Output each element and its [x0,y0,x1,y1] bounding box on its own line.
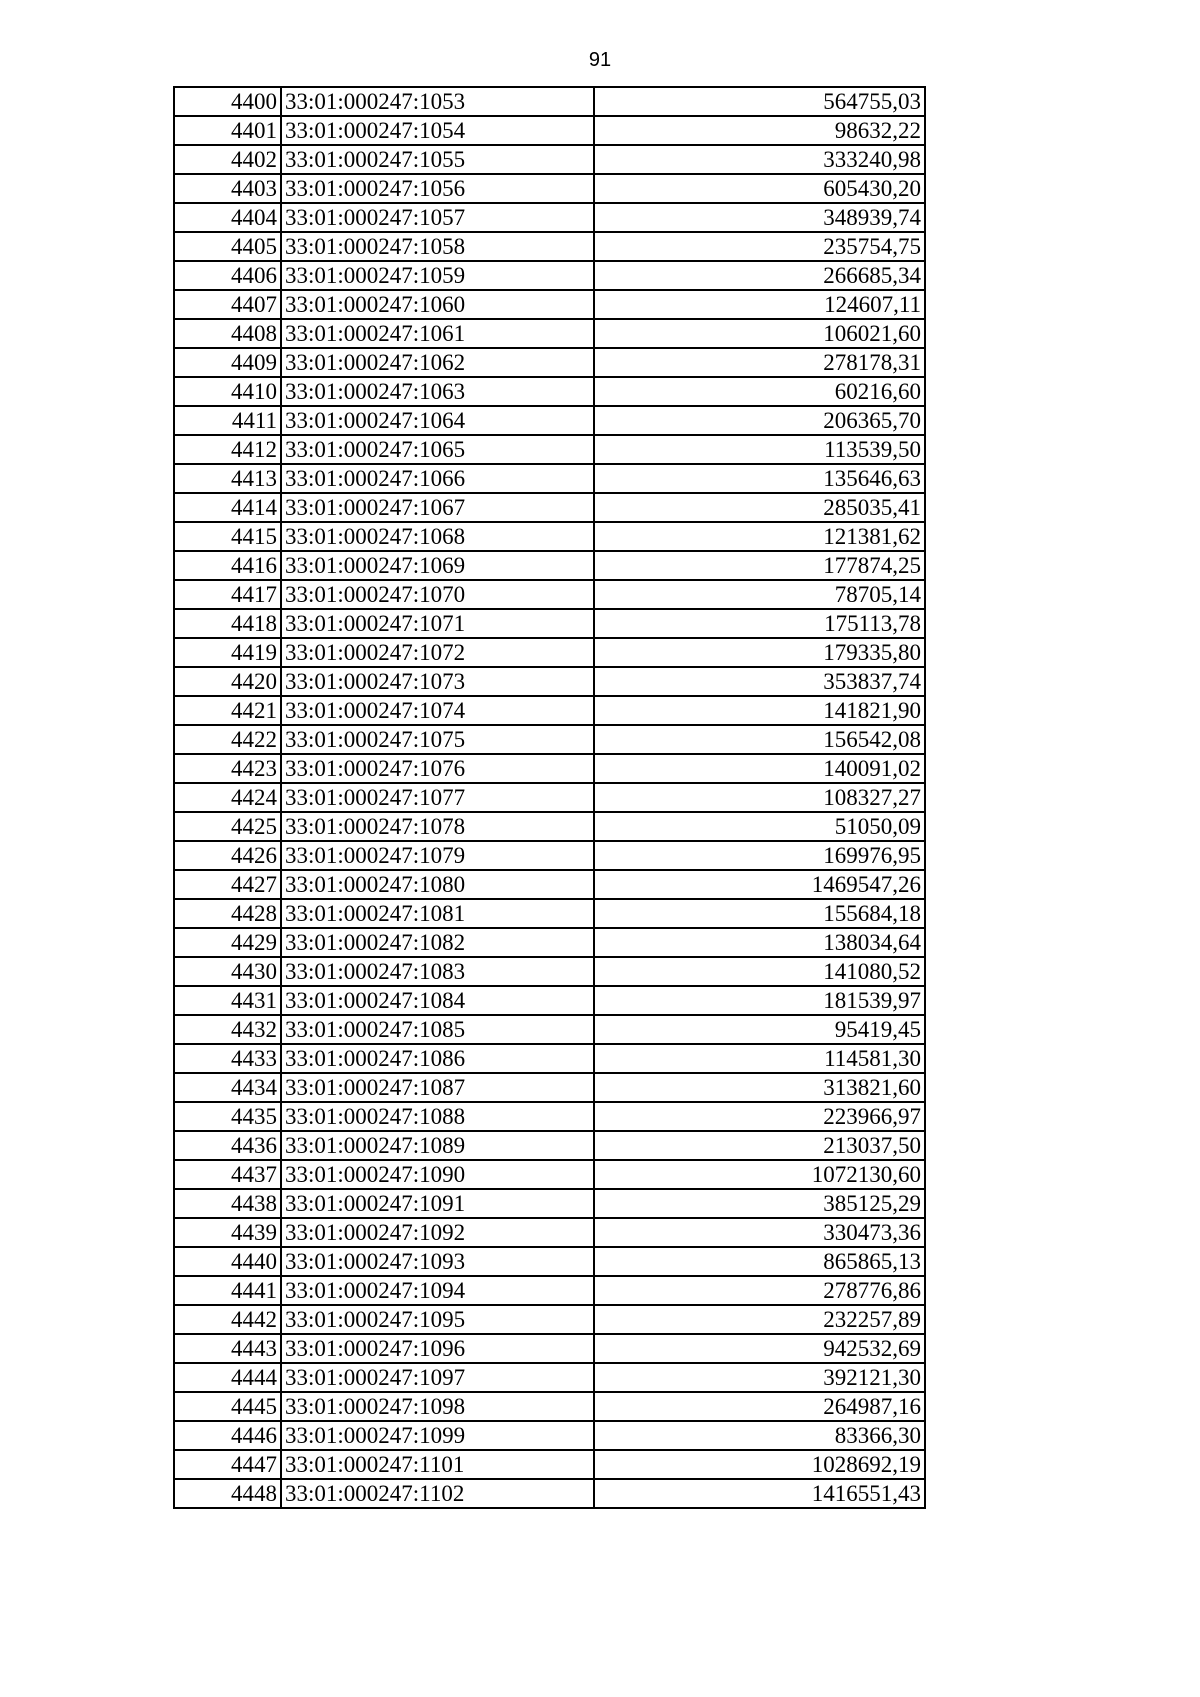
cadastral-number-cell: 33:01:000247:1067 [281,493,594,522]
table-row [174,841,925,870]
row-number-cell: 4448 [174,1479,281,1508]
cadastral-number-cell: 33:01:000247:1066 [281,464,594,493]
cadastral-number-cell: 33:01:000247:1060 [281,290,594,319]
row-number-cell: 4406 [174,261,281,290]
row-number-cell: 4432 [174,1015,281,1044]
value-cell: 942532,69 [594,1334,925,1363]
cadastral-number-cell: 33:01:000247:1076 [281,754,594,783]
cadastral-number-cell: 33:01:000247:1085 [281,1015,594,1044]
value-cell: 1469547,26 [594,870,925,899]
table-row [174,580,925,609]
value-cell: 353837,74 [594,667,925,696]
value-cell: 114581,30 [594,1044,925,1073]
cadastral-number-cell: 33:01:000247:1065 [281,435,594,464]
value-cell: 121381,62 [594,522,925,551]
value-cell: 108327,27 [594,783,925,812]
cadastral-number-cell: 33:01:000247:1069 [281,551,594,580]
row-number-cell: 4403 [174,174,281,203]
cadastral-number-cell: 33:01:000247:1092 [281,1218,594,1247]
table-row [174,986,925,1015]
cadastral-number-cell: 33:01:000247:1094 [281,1276,594,1305]
table-body [174,87,925,1508]
row-number-cell: 4419 [174,638,281,667]
table-row [174,1363,925,1392]
row-number-cell: 4402 [174,145,281,174]
table-row [174,609,925,638]
table-row [174,145,925,174]
value-cell: 266685,34 [594,261,925,290]
cadastral-number-cell: 33:01:000247:1079 [281,841,594,870]
cadastral-number-cell: 33:01:000247:1059 [281,261,594,290]
value-cell: 60216,60 [594,377,925,406]
row-number-cell: 4435 [174,1102,281,1131]
table-row [174,1479,925,1508]
row-number-cell: 4443 [174,1334,281,1363]
table-row [174,522,925,551]
cadastral-number-cell: 33:01:000247:1086 [281,1044,594,1073]
value-cell: 264987,16 [594,1392,925,1421]
cadastral-number-cell: 33:01:000247:1078 [281,812,594,841]
cadastral-number-cell: 33:01:000247:1102 [281,1479,594,1508]
table-row [174,1160,925,1189]
cadastral-number-cell: 33:01:000247:1077 [281,783,594,812]
value-cell: 278776,86 [594,1276,925,1305]
value-cell: 113539,50 [594,435,925,464]
cadastral-number-cell: 33:01:000247:1096 [281,1334,594,1363]
row-number-cell: 4446 [174,1421,281,1450]
value-cell: 141821,90 [594,696,925,725]
cadastral-number-cell: 33:01:000247:1070 [281,580,594,609]
cadastral-number-cell: 33:01:000247:1093 [281,1247,594,1276]
value-cell: 235754,75 [594,232,925,261]
value-cell: 95419,45 [594,1015,925,1044]
row-number-cell: 4414 [174,493,281,522]
row-number-cell: 4421 [174,696,281,725]
value-cell: 385125,29 [594,1189,925,1218]
table-row [174,435,925,464]
row-number-cell: 4437 [174,1160,281,1189]
row-number-cell: 4408 [174,319,281,348]
table-row [174,1305,925,1334]
value-cell: 78705,14 [594,580,925,609]
row-number-cell: 4433 [174,1044,281,1073]
row-number-cell: 4428 [174,899,281,928]
table-row [174,783,925,812]
table-row [174,928,925,957]
cadastral-number-cell: 33:01:000247:1057 [281,203,594,232]
value-cell: 179335,80 [594,638,925,667]
table-row [174,1015,925,1044]
value-cell: 285035,41 [594,493,925,522]
row-number-cell: 4407 [174,290,281,319]
table-row [174,1247,925,1276]
table-row [174,493,925,522]
table-row [174,406,925,435]
cadastral-number-cell: 33:01:000247:1064 [281,406,594,435]
cadastral-number-cell: 33:01:000247:1097 [281,1363,594,1392]
table-row [174,1450,925,1479]
row-number-cell: 4409 [174,348,281,377]
cadastral-number-cell: 33:01:000247:1087 [281,1073,594,1102]
table-row [174,232,925,261]
table-row [174,1218,925,1247]
cadastral-value-table [173,86,926,1509]
row-number-cell: 4427 [174,870,281,899]
table-row [174,667,925,696]
row-number-cell: 4441 [174,1276,281,1305]
table-row [174,87,925,116]
table-row [174,812,925,841]
row-number-cell: 4418 [174,609,281,638]
table-row [174,1044,925,1073]
value-cell: 106021,60 [594,319,925,348]
row-number-cell: 4413 [174,464,281,493]
row-number-cell: 4439 [174,1218,281,1247]
cadastral-number-cell: 33:01:000247:1090 [281,1160,594,1189]
value-cell: 232257,89 [594,1305,925,1334]
row-number-cell: 4424 [174,783,281,812]
value-cell: 865865,13 [594,1247,925,1276]
value-cell: 138034,64 [594,928,925,957]
value-cell: 177874,25 [594,551,925,580]
cadastral-number-cell: 33:01:000247:1081 [281,899,594,928]
row-number-cell: 4412 [174,435,281,464]
table-row [174,870,925,899]
row-number-cell: 4415 [174,522,281,551]
row-number-cell: 4416 [174,551,281,580]
cadastral-number-cell: 33:01:000247:1054 [281,116,594,145]
row-number-cell: 4400 [174,87,281,116]
table-row [174,1276,925,1305]
row-number-cell: 4445 [174,1392,281,1421]
value-cell: 181539,97 [594,986,925,1015]
cadastral-number-cell: 33:01:000247:1056 [281,174,594,203]
table-row [174,1334,925,1363]
row-number-cell: 4444 [174,1363,281,1392]
value-cell: 392121,30 [594,1363,925,1392]
cadastral-number-cell: 33:01:000247:1084 [281,986,594,1015]
value-cell: 98632,22 [594,116,925,145]
value-cell: 333240,98 [594,145,925,174]
value-cell: 278178,31 [594,348,925,377]
value-cell: 564755,03 [594,87,925,116]
row-number-cell: 4436 [174,1131,281,1160]
value-cell: 156542,08 [594,725,925,754]
row-number-cell: 4401 [174,116,281,145]
cadastral-number-cell: 33:01:000247:1075 [281,725,594,754]
row-number-cell: 4447 [174,1450,281,1479]
table-row [174,899,925,928]
value-cell: 605430,20 [594,174,925,203]
row-number-cell: 4430 [174,957,281,986]
value-cell: 124607,11 [594,290,925,319]
table-row [174,174,925,203]
row-number-cell: 4440 [174,1247,281,1276]
table-row [174,1392,925,1421]
table-row [174,203,925,232]
value-cell: 1072130,60 [594,1160,925,1189]
value-cell: 313821,60 [594,1073,925,1102]
cadastral-number-cell: 33:01:000247:1072 [281,638,594,667]
row-number-cell: 4431 [174,986,281,1015]
value-cell: 155684,18 [594,899,925,928]
row-number-cell: 4425 [174,812,281,841]
value-cell: 140091,02 [594,754,925,783]
table-row [174,957,925,986]
cadastral-number-cell: 33:01:000247:1101 [281,1450,594,1479]
cadastral-number-cell: 33:01:000247:1071 [281,609,594,638]
value-cell: 175113,78 [594,609,925,638]
value-cell: 330473,36 [594,1218,925,1247]
table-row [174,290,925,319]
table-row [174,261,925,290]
value-cell: 83366,30 [594,1421,925,1450]
table-row [174,696,925,725]
value-cell: 51050,09 [594,812,925,841]
table-row [174,319,925,348]
table-row [174,1131,925,1160]
cadastral-number-cell: 33:01:000247:1088 [281,1102,594,1131]
cadastral-number-cell: 33:01:000247:1055 [281,145,594,174]
cadastral-number-cell: 33:01:000247:1082 [281,928,594,957]
cadastral-number-cell: 33:01:000247:1091 [281,1189,594,1218]
table-row [174,638,925,667]
table-row [174,348,925,377]
cadastral-number-cell: 33:01:000247:1098 [281,1392,594,1421]
table-row [174,1421,925,1450]
value-cell: 206365,70 [594,406,925,435]
row-number-cell: 4426 [174,841,281,870]
row-number-cell: 4411 [174,406,281,435]
value-cell: 1028692,19 [594,1450,925,1479]
table-row [174,464,925,493]
cadastral-number-cell: 33:01:000247:1058 [281,232,594,261]
table-row [174,377,925,406]
row-number-cell: 4438 [174,1189,281,1218]
row-number-cell: 4410 [174,377,281,406]
table-row [174,1189,925,1218]
row-number-cell: 4404 [174,203,281,232]
row-number-cell: 4420 [174,667,281,696]
table-row [174,1102,925,1131]
cadastral-number-cell: 33:01:000247:1063 [281,377,594,406]
cadastral-number-cell: 33:01:000247:1068 [281,522,594,551]
table-row [174,725,925,754]
table-row [174,116,925,145]
cadastral-number-cell: 33:01:000247:1074 [281,696,594,725]
table-row [174,754,925,783]
value-cell: 135646,63 [594,464,925,493]
value-cell: 223966,97 [594,1102,925,1131]
value-cell: 169976,95 [594,841,925,870]
cadastral-number-cell: 33:01:000247:1083 [281,957,594,986]
table-row [174,551,925,580]
page-number: 91 [588,49,612,71]
value-cell: 348939,74 [594,203,925,232]
table-row [174,1073,925,1102]
cadastral-number-cell: 33:01:000247:1053 [281,87,594,116]
value-cell: 1416551,43 [594,1479,925,1508]
cadastral-number-cell: 33:01:000247:1061 [281,319,594,348]
row-number-cell: 4429 [174,928,281,957]
row-number-cell: 4405 [174,232,281,261]
cadastral-number-cell: 33:01:000247:1073 [281,667,594,696]
row-number-cell: 4422 [174,725,281,754]
row-number-cell: 4417 [174,580,281,609]
cadastral-number-cell: 33:01:000247:1080 [281,870,594,899]
value-cell: 213037,50 [594,1131,925,1160]
value-cell: 141080,52 [594,957,925,986]
row-number-cell: 4423 [174,754,281,783]
cadastral-number-cell: 33:01:000247:1095 [281,1305,594,1334]
cadastral-number-cell: 33:01:000247:1099 [281,1421,594,1450]
row-number-cell: 4434 [174,1073,281,1102]
cadastral-number-cell: 33:01:000247:1062 [281,348,594,377]
row-number-cell: 4442 [174,1305,281,1334]
cadastral-number-cell: 33:01:000247:1089 [281,1131,594,1160]
